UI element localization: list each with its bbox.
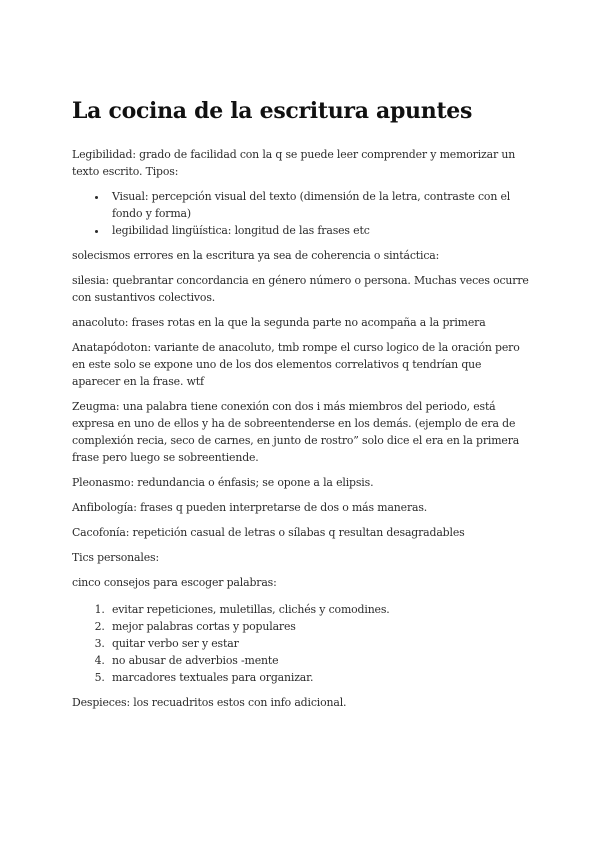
list-item: • legibilidad lingüística: longitud de las frases etc	[108, 222, 532, 239]
list-item: • Visual: percepción visual del texto (dimensión de la letra, contraste con el fondo y forma)	[108, 188, 532, 222]
paragraph-zeugma: Zeugma: una palabra tiene conexión con dos i más miembros del periodo, está expresa en uno de ellos y ha de sobreentenderse en los demás. (ejemplo de era de complexión recia, seco de carnes, en junto de rostro” solo dice el era en la primera frase pero luego se sobreentiende.	[72, 400, 520, 464]
paragraph-solecismos: solecismos errores en la escritura ya sea de coherencia o sintáctica:	[72, 249, 440, 262]
paragraph-anacoluto: anacoluto: frases rotas en la que la segunda parte no acompaña a la primera	[72, 316, 486, 329]
list-item: 1. evitar repeticiones, muletillas, clichés y comodines.	[108, 601, 532, 618]
tipos-list	[72, 188, 532, 239]
list-item: 3. quitar verbo ser y estar	[108, 635, 532, 652]
list-item: 2. mejor palabras cortas y populares	[108, 618, 532, 635]
paragraph-silesia: silesia: quebrantar concordancia en género número o persona. Muchas veces ocurre con sustantivos colectivos.	[72, 274, 529, 304]
paragraph-tics: Tics personales:	[72, 551, 159, 564]
list-item: 5. marcadores textuales para organizar.	[108, 669, 532, 686]
paragraph-consejos: cinco consejos para escoger palabras:	[72, 576, 277, 589]
paragraph-legibilidad: Legibilidad: grado de facilidad con la q se puede leer comprender y memorizar un texto escrito. Tipos:	[72, 148, 516, 178]
document-page	[72, 96, 532, 719]
paragraph-anfibologia: Anfibología: frases q pueden interpretarse de dos o más maneras.	[72, 501, 428, 514]
paragraph-cacofonia: Cacofonía: repetición casual de letras o sílabas q resultan desagradables	[72, 526, 465, 539]
paragraph-anatapodoton: Anatapódoton: variante de anacoluto, tmb rompe el curso logico de la oración pero en este solo se expone uno de los dos elementos correlativos q tendrían que aparecer en la frase. wtf	[72, 341, 520, 388]
document-title: La cocina de la escritura apuntes	[72, 98, 473, 124]
consejos-list	[72, 601, 532, 686]
paragraph-pleonasmo: Pleonasmo: redundancia o énfasis; se opone a la elipsis.	[72, 476, 374, 489]
paragraph-despieces: Despieces: los recuadritos estos con info adicional.	[72, 696, 347, 709]
list-item: 4. no abusar de adverbios -mente	[108, 652, 532, 669]
